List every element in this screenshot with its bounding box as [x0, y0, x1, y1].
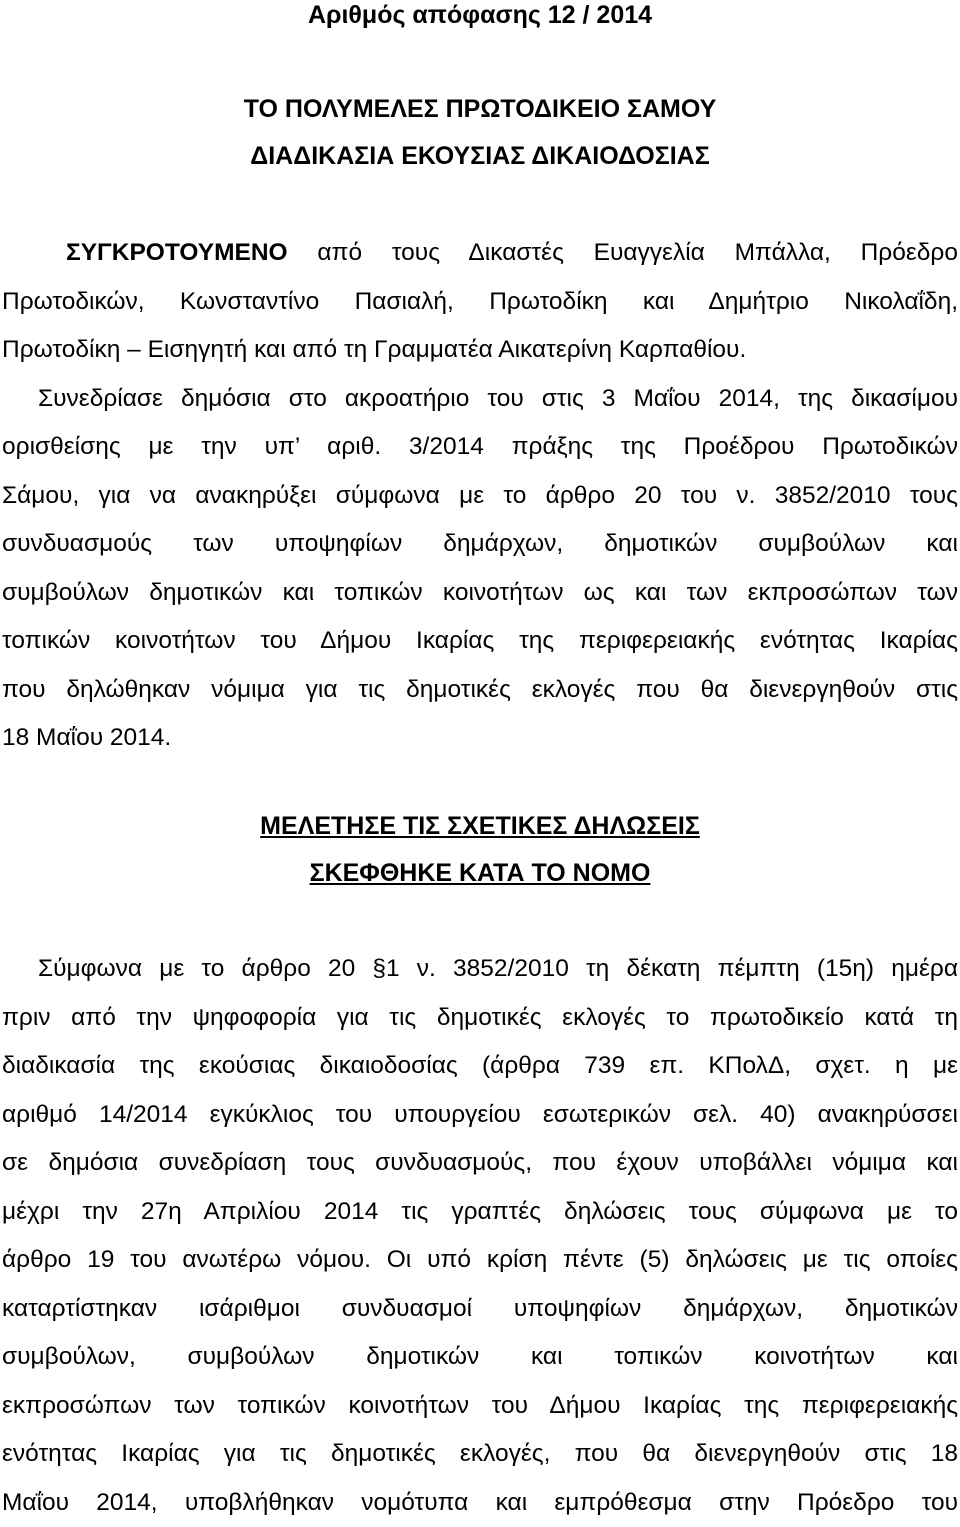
composition-line: τοπικών κοινοτήτων του Δήμου Ικαρίας της περιφερειακής ενότητας Ικαρίας: [2, 617, 958, 666]
decision-number: Αριθμός απόφασης 12 / 2014: [0, 0, 960, 30]
body-line: Σύμφωνα με το άρθρο 20 §1 ν. 3852/2010 τη δέκατη πέμπτη (15η) ημέρα: [2, 945, 958, 994]
body-line: άρθρο 19 του ανωτέρω νόμου. Οι υπό κρίση πέντε (5) δηλώσεις με τις οποίες: [2, 1236, 958, 1285]
body-line: σε δημόσια συνεδρίαση τους συνδυασμούς, που έχουν υποβάλλει νόμιμα και: [2, 1139, 958, 1188]
composition-line: συμβούλων δημοτικών και τοπικών κοινοτήτων ως και των εκπροσώπων των: [2, 569, 958, 618]
body-line: Μαΐου 2014, υποβλήθηκαν νομότυπα και εμπρόθεσμα στην Πρόεδρο του: [2, 1479, 958, 1527]
composition-line: Πρωτοδικών, Κωνσταντίνο Πασιαλή, Πρωτοδίκη και Δημήτριο Νικολαΐδη,: [2, 278, 958, 327]
body-paragraph: [2, 945, 958, 1527]
body-line: εκπροσώπων των τοπικών κοινοτήτων του Δήμου Ικαρίας της περιφερειακής: [2, 1382, 958, 1431]
body-line: μέχρι την 27η Απριλίου 2014 τις γραπτές δηλώσεις τους σύμφωνα με το: [2, 1188, 958, 1237]
heading-considered: ΣΚΕΦΘΗΚΕ ΚΑΤΑ ΤΟ ΝΟΜΟ: [0, 858, 960, 888]
composition-paragraph: [2, 229, 958, 763]
composition-line: Πρωτοδίκη – Εισηγητή και από τη Γραμματέα Αικατερίνη Καρπαθίου.: [2, 326, 958, 375]
composition-line: ορισθείσης με την υπ’ αριθ. 3/2014 πράξης της Προέδρου Πρωτοδικών: [2, 423, 958, 472]
heading-studied: ΜΕΛΕΤΗΣΕ ΤΙΣ ΣΧΕΤΙΚΕΣ ΔΗΛΩΣΕΙΣ: [0, 811, 960, 841]
composition-lead: ΣΥΓΚΡΟΤΟΥΜΕΝΟ: [66, 239, 288, 266]
body-line: ενότητας Ικαρίας για τις δημοτικές εκλογές, που θα διενεργηθούν στις 18: [2, 1430, 958, 1479]
body-line: διαδικασία της εκούσιας δικαιοδοσίας (άρθρα 739 επ. ΚΠολΔ, σχετ. η με: [2, 1042, 958, 1091]
composition-line-text: από τους Δικαστές Ευαγγελία Μπάλλα, Πρόεδρο: [288, 239, 958, 266]
composition-line: Συνεδρίασε δημόσια στο ακροατήριο του στις 3 Μαΐου 2014, της δικασίμου: [2, 375, 958, 424]
body-line: συμβούλων, συμβούλων δημοτικών και τοπικών κοινοτήτων και: [2, 1333, 958, 1382]
body-line: αριθμό 14/2014 εγκύκλιος του υπουργείου εσωτερικών σελ. 40) ανακηρύσσει: [2, 1091, 958, 1140]
composition-line: 18 Μαΐου 2014.: [2, 714, 958, 763]
procedure-title: ΔΙΑΔΙΚΑΣΙΑ ΕΚΟΥΣΙΑΣ ΔΙΚΑΙΟΔΟΣΙΑΣ: [0, 141, 960, 171]
court-name: ΤΟ ΠΟΛΥΜΕΛΕΣ ΠΡΩΤΟΔΙΚΕΙΟ ΣΑΜΟΥ: [0, 94, 960, 124]
composition-line: συνδυασμούς των υποψηφίων δημάρχων, δημοτικών συμβούλων και: [2, 520, 958, 569]
composition-line: Σάμου, για να ανακηρύξει σύμφωνα με το άρθρο 20 του ν. 3852/2010 τους: [2, 472, 958, 521]
body-line: καταρτίστηκαν ισάριθμοι συνδυασμοί υποψηφίων δημάρχων, δημοτικών: [2, 1285, 958, 1334]
body-line: πριν από την ψηφοφορία για τις δημοτικές εκλογές το πρωτοδικείο κατά τη: [2, 994, 958, 1043]
composition-line: [2, 229, 958, 278]
composition-line: που δηλώθηκαν νόμιμα για τις δημοτικές εκλογές που θα διενεργηθούν στις: [2, 666, 958, 715]
